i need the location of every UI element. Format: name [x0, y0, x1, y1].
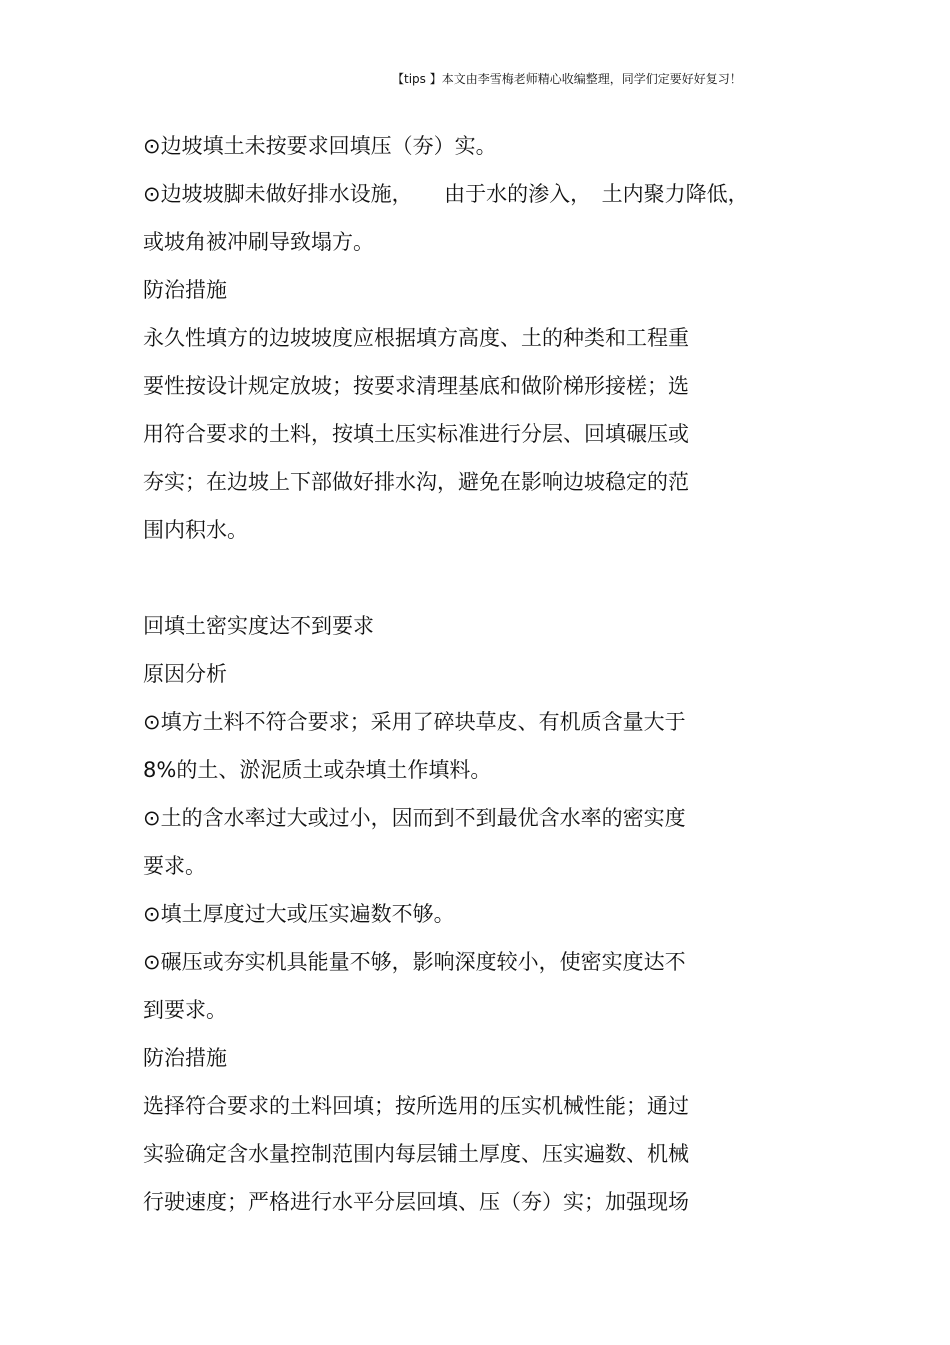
- text-line: 要性按设计规定放坡；按要求清理基底和做阶梯形接槎；选: [143, 374, 689, 398]
- text-line: 8%的土、淤泥质土或杂填土作填料。: [143, 758, 492, 782]
- text-line: 选择符合要求的土料回填；按所选用的压实机械性能；通过: [143, 1094, 689, 1118]
- text-line: 用符合要求的土料，按填土压实标准进行分层、回填碾压或: [143, 422, 689, 446]
- text-line: 夯实；在边坡上下部做好排水沟，避免在影响边坡稳定的范: [143, 470, 689, 494]
- text-line: ⊙填土厚度过大或压实遍数不够。: [143, 902, 455, 926]
- text-line: ⊙土的含水率过大或过小，因而到不到最优含水率的密实度: [143, 806, 686, 830]
- text-line: ⊙碾压或夯实机具能量不够，影响深度较小，使密实度达不: [143, 950, 686, 974]
- text-line: 围内积水。: [143, 518, 248, 542]
- text-line: 行驶速度；严格进行水平分层回填、压（夯）实；加强现场: [143, 1190, 689, 1214]
- text-line: ⊙填方土料不符合要求；采用了碎块草皮、有机质含量大于: [143, 710, 686, 734]
- text-line: ⊙边坡坡脚未做好排水设施， 由于水的渗入， 土内聚力降低，: [143, 182, 749, 206]
- section-heading: 防治措施: [143, 1046, 227, 1070]
- section-title: 回填土密实度达不到要求: [143, 614, 374, 638]
- text-line: 到要求。: [143, 998, 227, 1022]
- text-line: 永久性填方的边坡坡度应根据填方高度、土的种类和工程重: [143, 326, 689, 350]
- text-line: 要求。: [143, 854, 206, 878]
- header-tip: 【tips 】本文由李雪梅老师精心收编整理，同学们定要好好复习！: [392, 72, 742, 86]
- section-heading: 原因分析: [143, 662, 227, 686]
- text-line: 或坡角被冲刷导致塌方。: [143, 230, 374, 254]
- section-heading: 防治措施: [143, 278, 227, 302]
- text-line: 实验确定含水量控制范围内每层铺土厚度、压实遍数、机械: [143, 1142, 689, 1166]
- text-line: ⊙边坡填土未按要求回填压（夯）实。: [143, 134, 497, 158]
